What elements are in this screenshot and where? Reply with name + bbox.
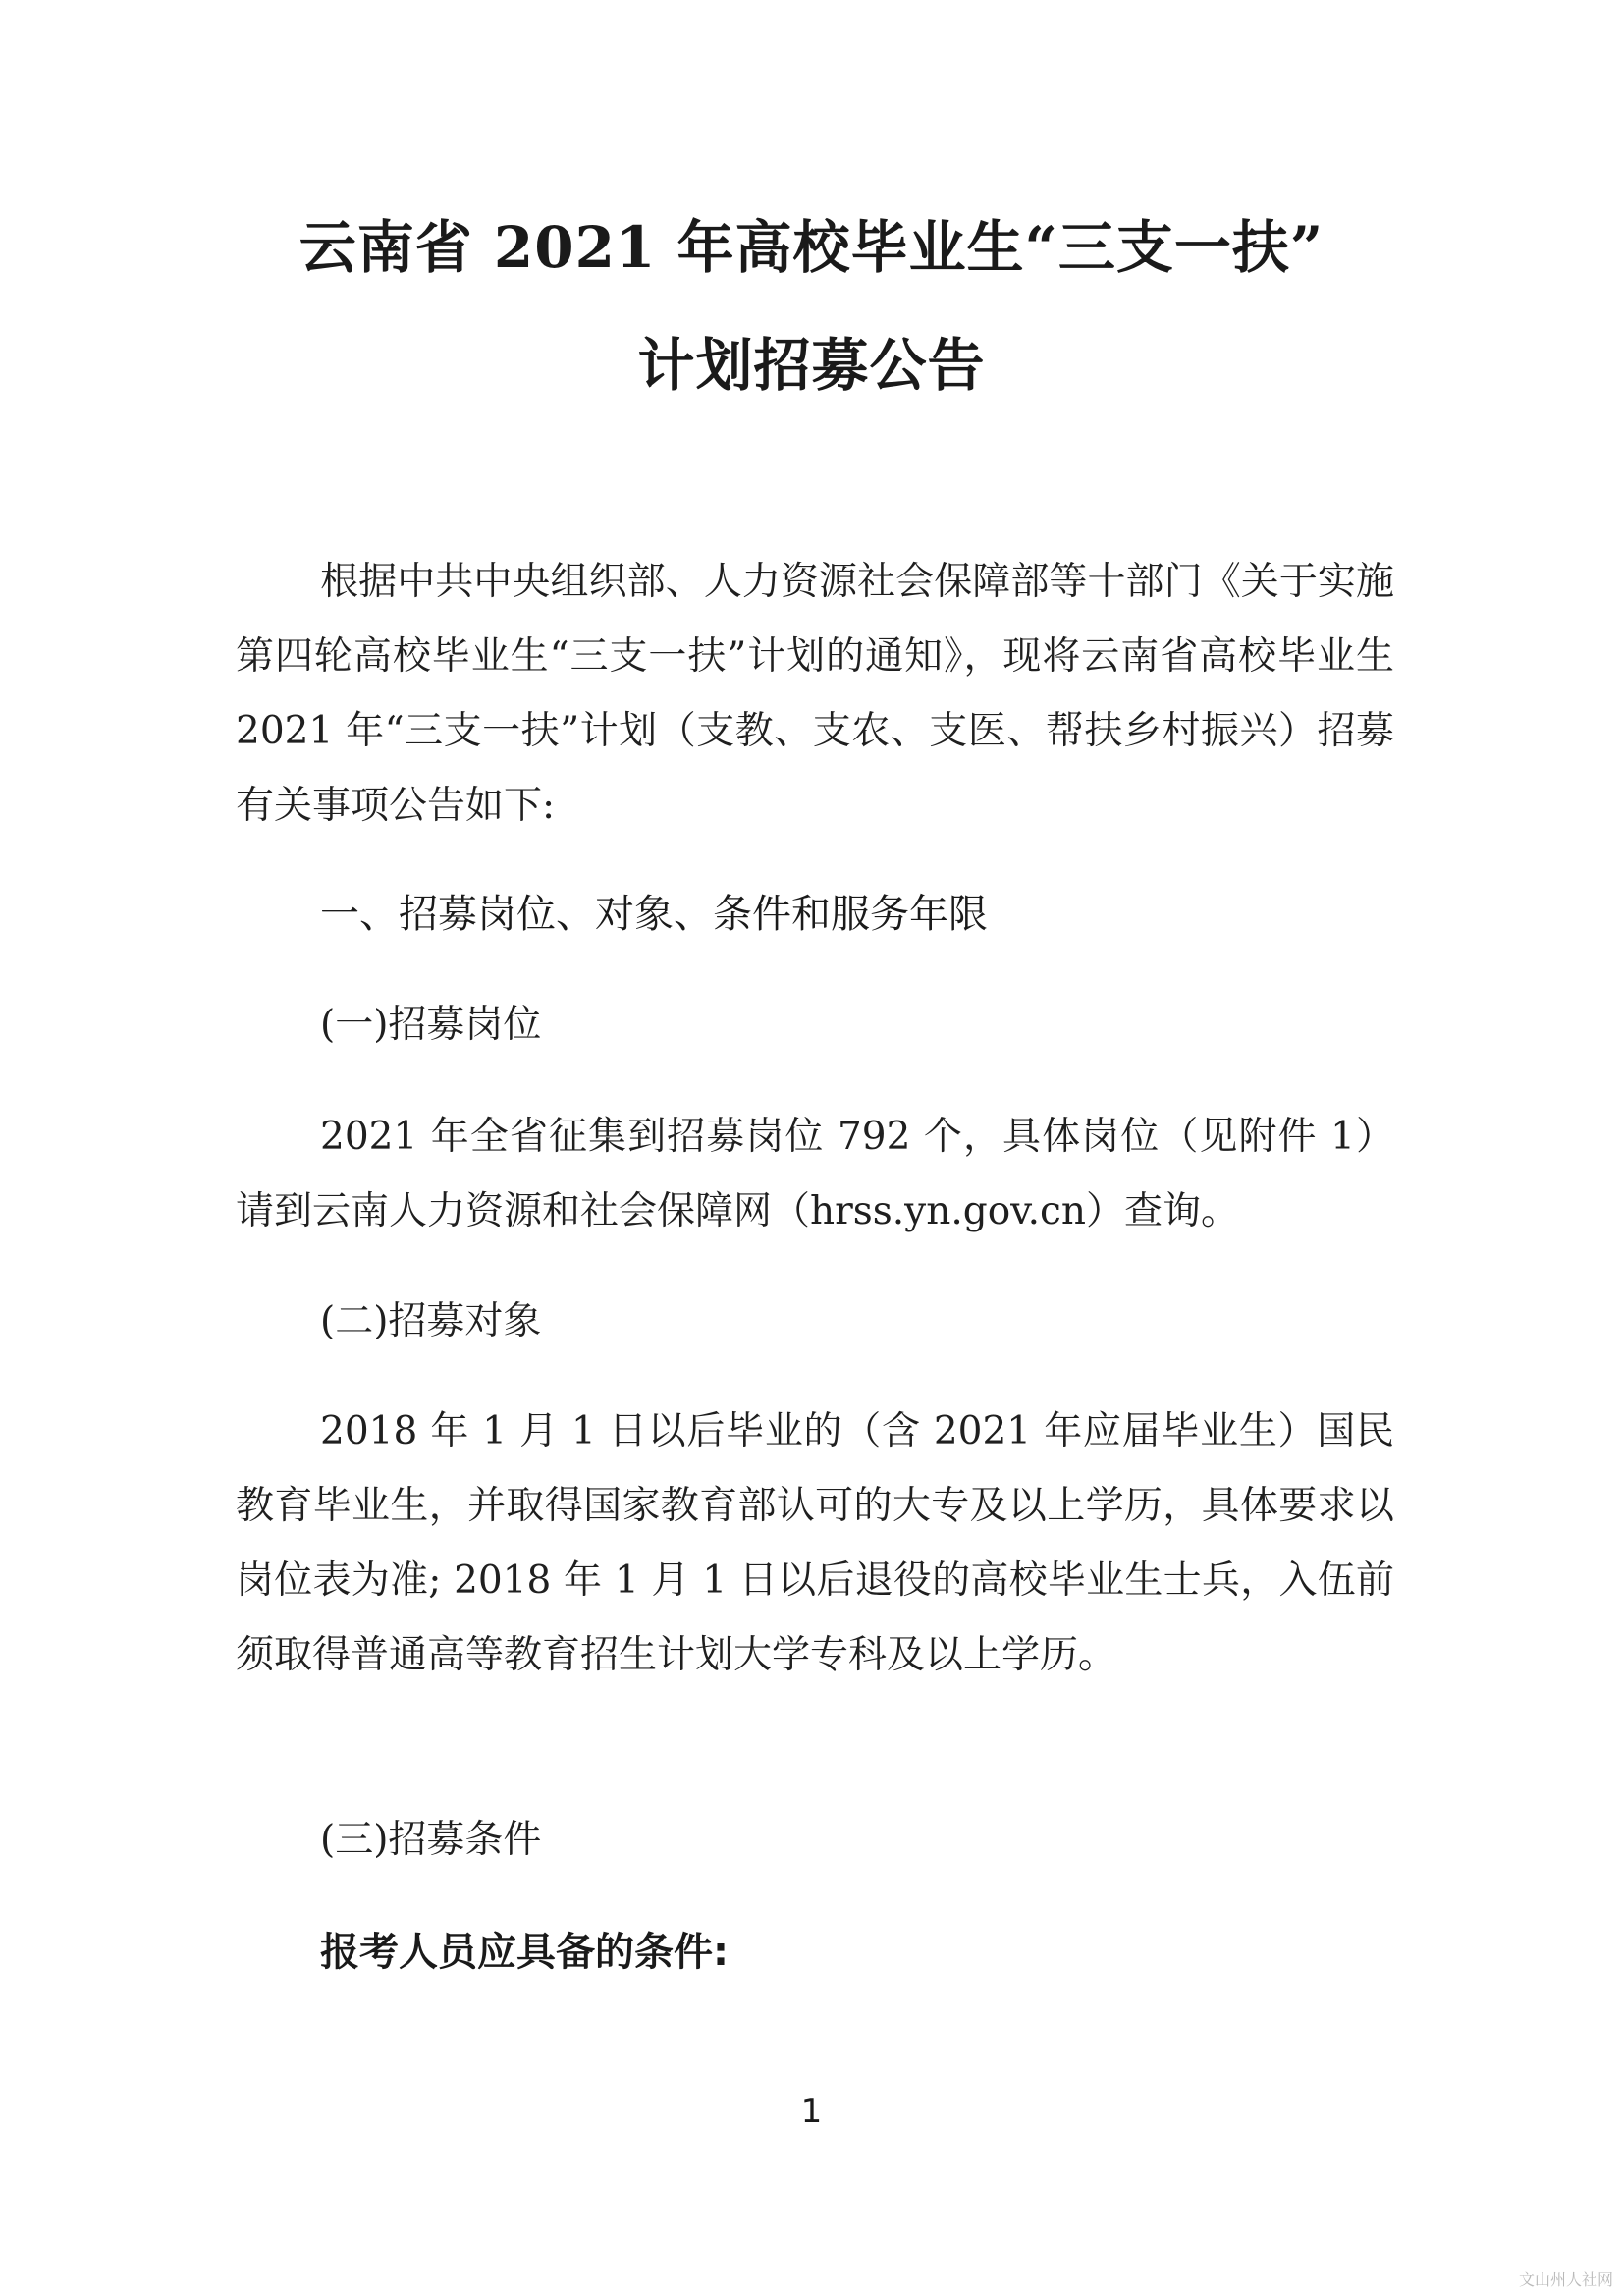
- sub1-paragraph: [236, 1100, 1394, 1249]
- sub1-heading: (一)招募岗位: [320, 1003, 542, 1047]
- document-title-line1: 云南省 2021 年高校毕业生“三支一扶”: [298, 214, 1325, 281]
- sub2-paragraph: [236, 1394, 1394, 1693]
- sub3-heading: (三)招募条件: [320, 1818, 542, 1862]
- intro-paragraph: [236, 545, 1394, 844]
- conditions-heading: 报考人员应具备的条件:: [320, 1930, 729, 1975]
- sub1-text: 2021 年全省征集到招募岗位 792 个，具体岗位（见附件 1）请到云南人力资源和社会保障网（hrss.yn.gov.cn）查询。: [236, 1115, 1394, 1233]
- sub2-text: 2018 年 1 月 1 日以后毕业的（含 2021 年应届毕业生）国民教育毕业生，并取得国家教育部认可的大专及以上学历，具体要求以岗位表为准; 2018 年 1 月 1 日以后退役的高校毕业生士兵，入伍前须取得普通高等教育招生计划大学专科及以上学历。: [236, 1409, 1394, 1677]
- sub2-heading: (二)招募对象: [320, 1299, 542, 1343]
- watermark-text: 文山州人社网: [1518, 2270, 1613, 2289]
- document-title-line2: 计划招募公告: [637, 332, 986, 399]
- section1-heading: 一、招募岗位、对象、条件和服务年限: [320, 892, 988, 937]
- intro-text: 根据中共中央组织部、人力资源社会保障部等十部门《关于实施第四轮高校毕业生“三支一扶”计划的通知》，现将云南省高校毕业生 2021 年“三支一扶”计划（支教、支农、支医、帮扶乡村振兴）招募有关事项公告如下:: [236, 560, 1394, 828]
- page-number: 1: [800, 2092, 823, 2131]
